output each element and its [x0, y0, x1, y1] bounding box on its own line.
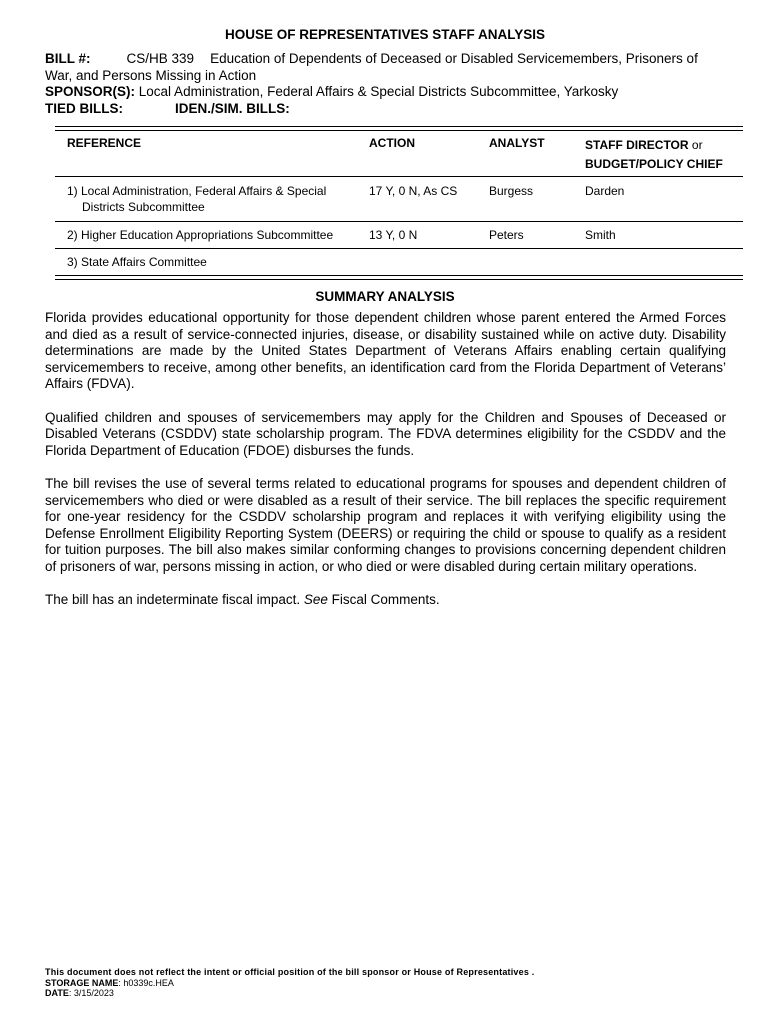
bill-line: [45, 51, 730, 68]
bill-number: CS/HB 339: [126, 51, 195, 66]
table-row: [55, 222, 743, 248]
footer-disclaimer: This document does not reflect the intent or official position of the bill sponsor or House of Representatives .: [45, 967, 535, 977]
row-reference: 3) State Affairs Committee: [67, 255, 207, 269]
table-bottom-rule: [55, 275, 743, 280]
storage-name-value: : h0339c.HEA: [118, 977, 174, 988]
date-value: : 3/15/2023: [68, 988, 114, 998]
header-staff-line2: BUDGET/POLICY CHIEF: [585, 157, 723, 171]
row-reference: 2) Higher Education Appropriations Subcommittee: [67, 228, 334, 242]
row-analyst: Burgess: [489, 184, 534, 198]
reference-table: [55, 126, 743, 280]
table-row: [55, 177, 743, 221]
row-reference-line2: Districts Subcommittee: [82, 199, 205, 214]
summary-title: SUMMARY ANALYSIS: [315, 289, 455, 304]
header-action: ACTION: [369, 136, 415, 150]
table-row: [55, 249, 743, 275]
header-staff-director: [585, 136, 745, 174]
sponsor-line: [45, 84, 730, 101]
bill-description: Education of Dependents of Deceased or Disabled Servicemembers, Prisoners of: [210, 51, 698, 66]
fiscal-comments-text: Fiscal Comments.: [327, 592, 440, 608]
see-reference: See: [303, 592, 328, 608]
row-action: 13 Y, 0 N: [369, 228, 418, 242]
table-header-row: [55, 131, 743, 176]
storage-name-line: [45, 978, 725, 989]
row-action: 17 Y, 0 N, As CS: [369, 184, 458, 198]
iden-sim-bills-label: IDEN./SIM. BILLS:: [175, 100, 290, 116]
bill-description-cont: War, and Persons Missing in Action: [45, 67, 257, 83]
summary-paragraph-4: [45, 592, 726, 609]
summary-body: [45, 310, 726, 625]
row-staff: Darden: [585, 184, 625, 198]
header-analyst: ANALYST: [489, 136, 545, 150]
summary-paragraph-3: The bill revises the use of several terms related to educational programs for spouses and dependent children of servicemembers who died or were disabled as a result of their service. The bill replaces the specific requirement for one-year residency for the CSDDV scholarship program and replaces it with verifying eligibility using the Defense Enrollment Eligibility Reporting System (DEERS) or requiring the child or spouse to qualify as a resident for tuition purposes. The bill also makes similar conforming changes to provisions concerning dependent children of prisoners of war, persons missing in action, or who died or were disabled during certain military operations.: [45, 475, 726, 574]
header-reference: REFERENCE: [67, 136, 142, 150]
row-reference-line1: 1) Local Administration, Federal Affairs & Special: [67, 184, 327, 198]
header-staff-line1: STAFF DIRECTOR: [585, 138, 689, 152]
row-analyst: Peters: [489, 228, 524, 242]
bill-header: [45, 51, 730, 117]
summary-paragraph-2: Qualified children and spouses of servicemembers may apply for the Children and Spouses of Deceased or Disabled Veterans (CSDDV) state scholarship program. The FDVA determines eligibility for the CSDDV and the Florida Department of Education (FDOE) disburses the funds.: [45, 409, 726, 458]
date-label: DATE: [45, 988, 69, 998]
header-staff-or: or: [691, 138, 703, 152]
bill-label: BILL #:: [45, 51, 91, 66]
date-line: [45, 988, 725, 999]
summary-paragraph-1: Florida provides educational opportunity for those dependent children whose parent entered the Armed Forces and died as a result of service-connected injuries, disease, or disability sustained while on active duty. Disability determinations are made by the United States Department of Veterans Affairs enabling certain qualifying servicemembers to receive, among other benefits, an identification card from the Florida Department of Veterans’ Affairs (FDVA).: [45, 310, 726, 392]
tied-bills-label: TIED BILLS:: [45, 100, 123, 116]
storage-name-label: STORAGE NAME: [45, 977, 119, 988]
document-title: HOUSE OF REPRESENTATIVES STAFF ANALYSIS: [224, 27, 546, 42]
row-reference: [67, 184, 357, 215]
sponsor-label: SPONSOR(S):: [45, 84, 136, 99]
sponsor-value: Local Administration, Federal Affairs & Special Districts Subcommittee, Yarkosky: [138, 84, 619, 99]
fiscal-text: The bill has an indeterminate fiscal impact.: [45, 592, 304, 608]
row-staff: Smith: [585, 228, 616, 242]
document-footer: [45, 967, 725, 999]
tied-bills-line: [45, 101, 730, 118]
